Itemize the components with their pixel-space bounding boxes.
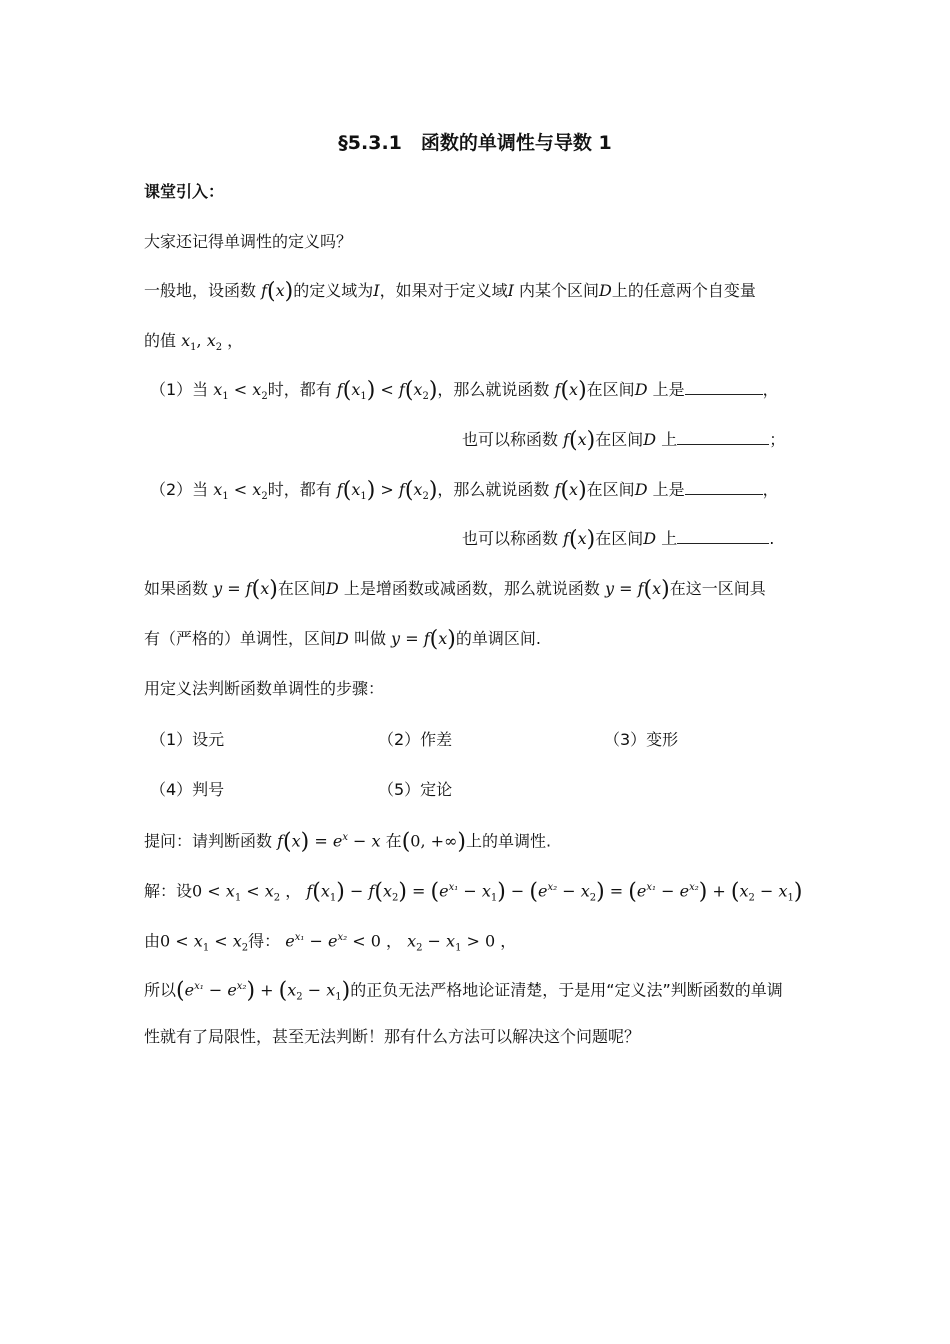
blank-4[interactable]	[677, 529, 769, 544]
monotonic-line-1: 如果函数 y = f(x)在区间D 上是增函数或减函数，那么就说函数 y = f(x)在这一区间具	[144, 577, 766, 602]
question-line: 提问：请判断函数 $f(x) = e^x - x$ 在(0, +∞)上的单调性.	[144, 829, 552, 855]
page-title: §5.3.1 函数的单调性与导数 1	[338, 132, 612, 154]
step-5: （5）定论	[378, 780, 453, 799]
blank-2[interactable]	[677, 430, 769, 445]
step-4: （4）判号	[150, 780, 225, 799]
step-2: （2）作差	[378, 730, 453, 749]
case-2: （2）当 $x_1 < x_2$时，都有 $f(x_1) > f(x_2)$，那么就说函数 f(x)在区间D 上是 ，	[150, 478, 779, 503]
case-1-alt: 也可以称函数 f(x)在区间D 上 ；	[462, 428, 786, 453]
solution-line: 解：设$0 < x_1 < x_2$ ， $f(x_1) - f(x_2) = (e^{x_1} - x_1) - (e^{x_2} - x_2) = (e^{x_1} - e^{x_2}) + (x_2 - x_1)$	[144, 879, 803, 905]
blank-3[interactable]	[685, 480, 763, 495]
conclusion-line-1: 所以$(e^{x_1} - e^{x_2}) + (x_2 - x_1)$的正负无法严格地论证清楚，于是用“定义法”判断函数的单调	[144, 978, 783, 1004]
intro-question: 大家还记得单调性的定义吗？	[144, 232, 353, 251]
steps-title: 用定义法判断函数单调性的步骤：	[144, 679, 385, 698]
step-1: （1）设元	[150, 730, 225, 749]
monotonic-line-2: 有（严格的）单调性，区间D 叫做 y = f(x)的单调区间.	[144, 627, 541, 652]
blank-1[interactable]	[685, 380, 763, 395]
section-heading: 课堂引入：	[144, 182, 225, 201]
conclusion-line-2: 性就有了局限性，甚至无法判断！那有什么方法可以解决这个问题呢？	[144, 1027, 641, 1046]
case-2-alt: 也可以称函数 f(x)在区间D 上 .	[462, 527, 775, 552]
case-1: （1）当 $x_1 < x_2$时，都有 $f(x_1) < f(x_2)$，那么就说函数 f(x)在区间D 上是 ，	[150, 378, 779, 403]
definition-line-2: 的值 $x_1$, $x_2$ ，	[144, 331, 244, 354]
step-3: （3）变形	[604, 730, 679, 749]
derivation-line: 由$0 < x_1 < x_2$得： $e^{x_1} - e^{x_2} < 0$ ， $x_2 - x_1 > 0$ ，	[144, 931, 517, 954]
definition-line-1: 一般地，设函数 f(x)的定义域为I，如果对于定义域I 内某个区间D上的任意两个自变量	[144, 279, 756, 304]
